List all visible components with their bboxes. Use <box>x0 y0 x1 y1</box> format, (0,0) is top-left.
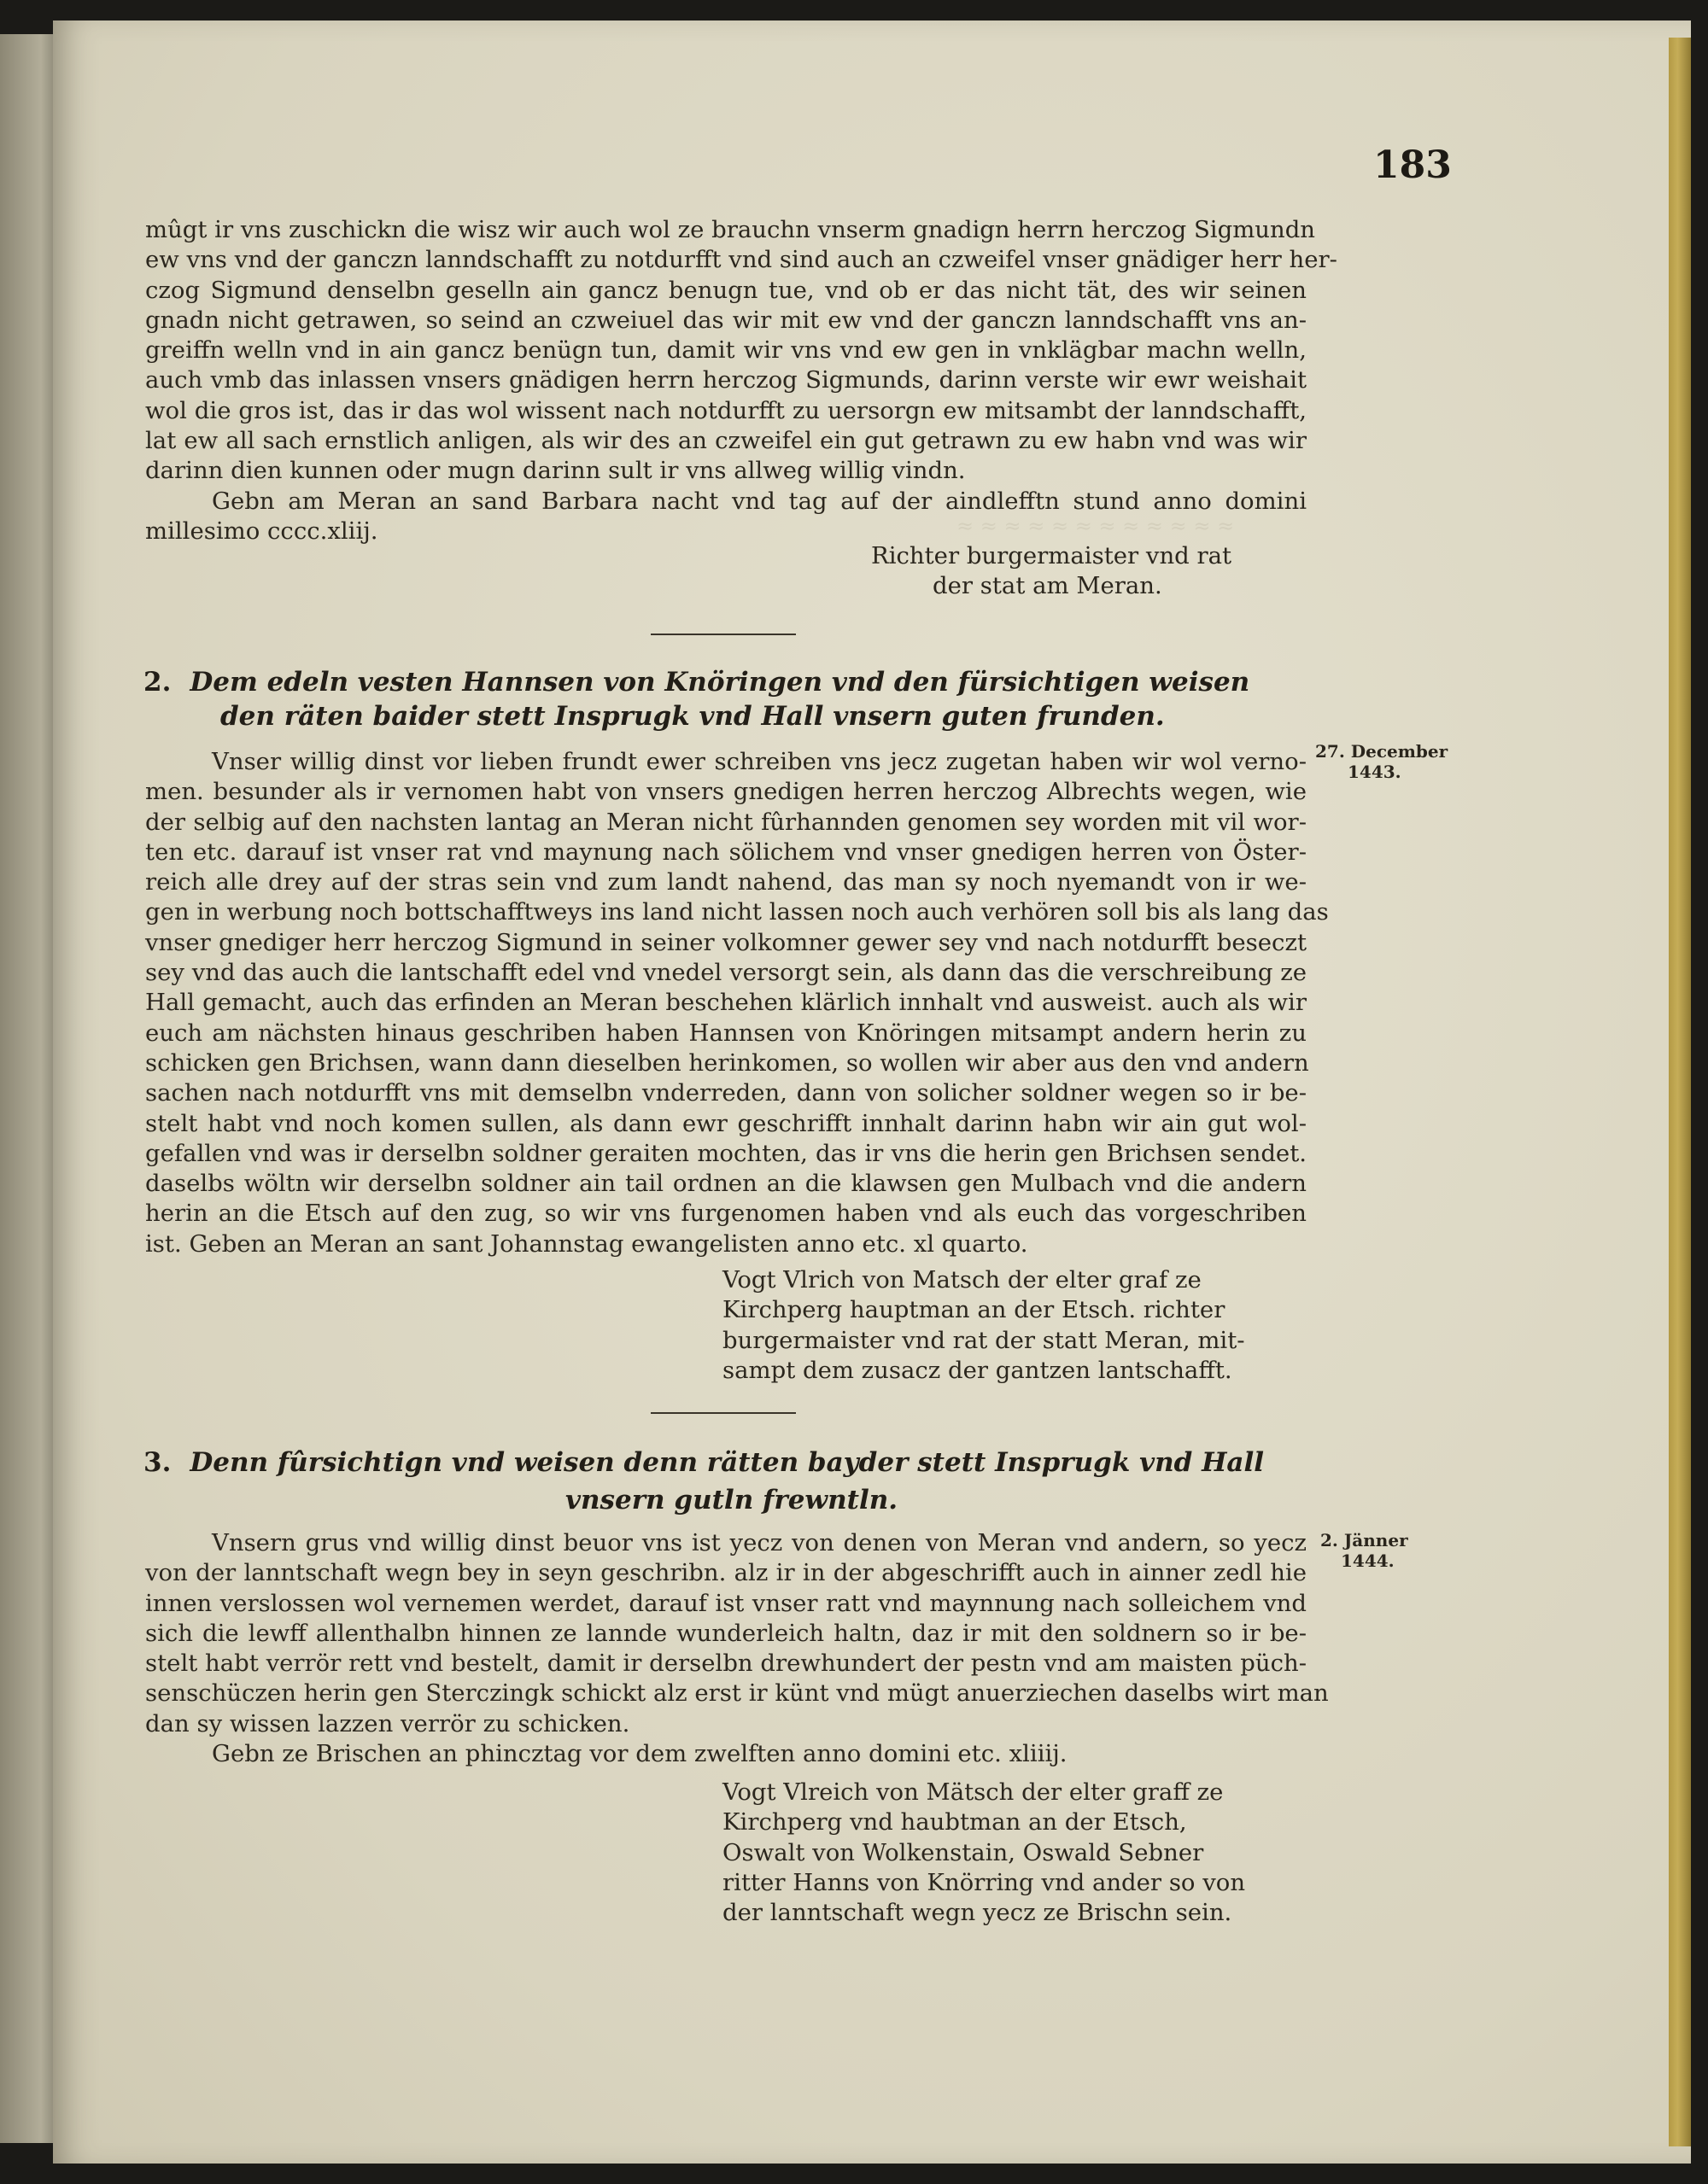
text-line: Vnsern grus vnd willig dinst beuor vns ist yecz von denen von Meran vnd andern, so yecz <box>212 1529 1307 1556</box>
text-line: Vnser willig dinst vor lieben frundt ewer schreiben vns jecz zugetan haben wir wol verno- <box>212 748 1307 775</box>
section-divider <box>651 634 796 635</box>
text-line: euch am nächsten hinaus geschriben haben Hannsen von Knöringen mitsampt andern herin zu <box>145 1019 1307 1047</box>
letter-number: 2. <box>143 667 172 698</box>
gilt-page-edge <box>1669 38 1691 2146</box>
signature-line: Vogt Vlreich von Mätsch der elter graff ze <box>722 1778 1224 1806</box>
text-line: wol die gros ist, das ir das wol wissent nach notdurfft zu uersorgn ew mitsambt der lanndschafft, <box>145 396 1307 424</box>
text-line: gefallen vnd was ir derselbn soldner geraiten mochten, das ir vns die herin gen Brichsen sendet. <box>145 1139 1307 1167</box>
margin-date-line: 1443. <box>1348 762 1401 782</box>
text-line: von der lanntschaft wegn bey in seyn geschribn. alz ir in der abgeschrifft auch in ainner zedl hie <box>145 1559 1307 1587</box>
intro-paragraph <box>145 215 1337 546</box>
letter-number: 3. <box>143 1447 172 1478</box>
signature-line: Oswalt von Wolkenstain, Oswald Sebner <box>722 1838 1204 1866</box>
text-line: mûgt ir vns zuschickn die wisz wir auch wol ze brauchn vnserm gnadign herrn herczog Sigmundn <box>145 216 1316 243</box>
margin-date-line: 27. December <box>1315 741 1448 762</box>
heading-line: den räten baider stett Insprugk vnd Hall vnsern guten frunden. <box>220 701 1165 732</box>
letter-2-heading-cont <box>220 698 1165 734</box>
text-line: czog Sigmund denselbn geselln ain gancz benugn tue, vnd ob er das nicht tät, des wir seinen <box>145 276 1307 304</box>
text-line: greiffn welln vnd in ain gancz benügn tun, damit wir vns vnd ew gen in vnklägbar machn welln, <box>145 336 1307 365</box>
section-divider <box>651 1412 796 1414</box>
dating-line: Gebn ze Brischen an phincztag vor dem zwelften anno domini etc. xliiij. <box>212 1740 1068 1768</box>
text-line: herin an die Etsch auf den zug, so wir vns furgenomen haben vnd als euch das vorgeschriben <box>145 1200 1307 1228</box>
signature-line: sampt dem zusacz der gantzen lantschafft. <box>722 1356 1232 1384</box>
text-line: auch vmb das inlassen vnsers gnädigen herrn herczog Sigmunds, darinn verste wir ewr weishait <box>145 366 1307 394</box>
text-line: stelt habt verrör rett vnd bestelt, damit ir derselbn drewhundert der pestn vnd am maisten püch- <box>145 1650 1307 1678</box>
text-line: vnser gnediger herr herczog Sigmund in seiner volkomner gewer sey vnd nach notdurfft beseczt <box>145 928 1307 956</box>
text-line: der selbig auf den nachsten lantag an Meran nicht fûrhannden genomen sey worden mit vil wor- <box>145 808 1307 836</box>
text-line: sachen nach notdurfft vns mit demselbn vnderreden, dann von solicher soldner wegen so ir be- <box>145 1079 1307 1107</box>
letter-3-heading-cont <box>565 1482 898 1518</box>
text-line: men. besunder als ir vernomen habt von vnsers gnedigen herren herczog Albrechts wegen, wie <box>145 778 1307 806</box>
text-line: ten etc. darauf ist vnser rat vnd maynung nach sölichem vnd vnser gnedigen herren von Öster- <box>145 838 1307 866</box>
signature-line: der lanntschaft wegn yecz ze Brischn sein. <box>722 1899 1232 1927</box>
text-line: lat ew all sach ernstlich anligen, als wir des an czweifel ein gut getrawn zu ew habn vnd was wir <box>145 427 1307 455</box>
text-line: schicken gen Brichsen, wann dann dieselben herinkomen, so wollen wir aber aus den vnd andern <box>145 1048 1309 1077</box>
text-line: Hall gemacht, auch das erfinden an Meran beschehen klärlich innhalt vnd ausweist. auch als wir <box>145 989 1307 1017</box>
show-through-text: ≈ ≈ ≈ ≈ ≈ ≈ ≈ ≈ ≈ ≈ ≈ ≈ <box>956 514 1235 538</box>
page-number: 183 <box>1373 143 1452 187</box>
heading-line: vnsern gutln frewntln. <box>565 1485 898 1515</box>
letter-2-signature <box>722 1265 1245 1386</box>
text-line: reich alle drey auf der stras sein vnd zum landt nahend, das man sy noch nyemandt von ir we- <box>145 868 1307 896</box>
text-line: dan sy wissen lazzen verrör zu schicken. <box>145 1709 630 1737</box>
text-line: ew vns vnd der ganczn lanndschafft zu notdurfft vnd sind auch an czweifel vnser gnädiger herr her- <box>145 246 1337 274</box>
signature-line: ritter Hanns von Knörring vnd ander so von <box>722 1868 1246 1896</box>
text-line: innen verslossen wol vernemen werdet, darauf ist vnser ratt vnd maynnung nach solleichem vnd <box>145 1589 1307 1617</box>
letter-3-margin-date <box>1320 1530 1408 1571</box>
letter-2-body <box>145 747 1329 1259</box>
text-line: gen in werbung noch bottschafftweys ins land nicht lassen noch auch verhören soll bis als lang das <box>145 898 1329 926</box>
text-line: stelt habt vnd noch komen sullen, als dann ewr geschrifft innhalt darinn habn wir ain gut wol- <box>145 1109 1307 1137</box>
signature-line: Kirchperg vnd haubtman an der Etsch, <box>722 1808 1187 1837</box>
letter-3-signature <box>722 1778 1245 1928</box>
text-line: daselbs wöltn wir derselbn soldner ain tail ordnen an die klawsen gen Mulbach vnd die andern <box>145 1170 1307 1198</box>
margin-date-line: 1444. <box>1341 1550 1395 1571</box>
margin-date-line: 2. Jänner <box>1320 1530 1408 1550</box>
heading-line: Dem edeln vesten Hannsen von Knöringen vnd den fürsichtigen weisen <box>190 667 1250 698</box>
letter-2-heading <box>143 664 1249 700</box>
letter-3-body <box>145 1528 1329 1769</box>
text-line: gnadn nicht getrawen, so seind an czweiuel das wir mit ew vnd der ganczn lanndschafft vns an- <box>145 306 1307 334</box>
dating-line: Gebn am Meran an sand Barbara nacht vnd tag auf der aindlefftn stund anno domini <box>212 487 1307 515</box>
text-line: sey vnd das auch die lantschafft edel vnd vnedel versorgt sein, als dann das die verschreibung ze <box>145 959 1307 987</box>
letter-3-heading <box>143 1445 1264 1480</box>
text-line: darinn dien kunnen oder mugn darinn sult ir vns allweg willig vindn. <box>145 457 966 485</box>
letter-2-margin-date <box>1315 741 1448 782</box>
text-line: sich die lewff allenthalbn hinnen ze lannde wunderleich haltn, daz ir mit den soldnern so ir be- <box>145 1619 1307 1647</box>
text-line: senschüczen herin gen Sterczingk schickt alz erst ir künt vnd mügt anuerziechen daselbs wirt man <box>145 1679 1329 1708</box>
text-line: ist. Geben an Meran an sant Johannstag ewangelisten anno etc. xl quarto. <box>145 1229 1028 1258</box>
signature-line: burgermaister vnd rat der statt Meran, mit- <box>722 1326 1245 1354</box>
intro-signature <box>871 541 1231 602</box>
signature-line: der stat am Meran. <box>933 572 1162 600</box>
signature-line: Vogt Vlrich von Matsch der elter graf ze <box>722 1266 1202 1293</box>
heading-line: Denn fûrsichtign vnd weisen denn rätten bayder stett Insprugk vnd Hall <box>190 1447 1265 1478</box>
dating-line: millesimo cccc.xliij. <box>145 517 378 545</box>
signature-line: Kirchperg hauptman an der Etsch. richter <box>722 1296 1225 1324</box>
signature-line: Richter burgermaister vnd rat <box>871 542 1232 569</box>
